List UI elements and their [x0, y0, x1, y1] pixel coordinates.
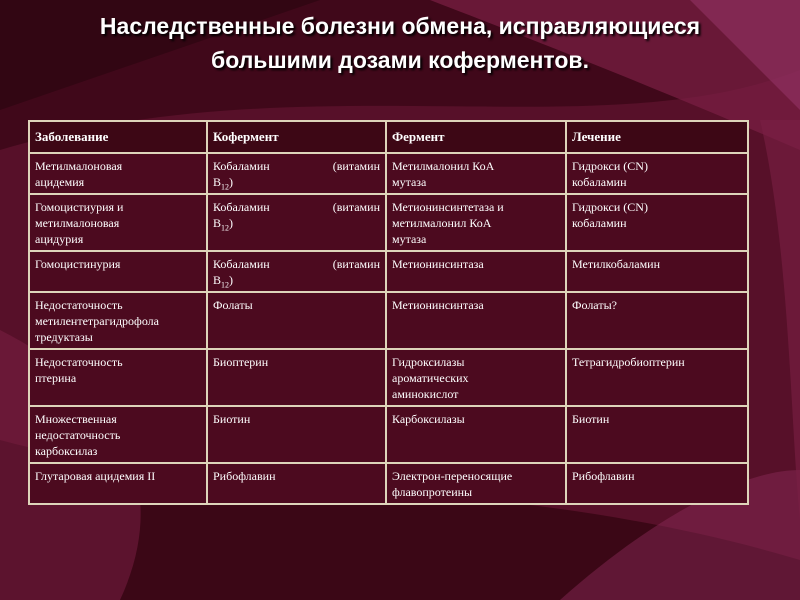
page-title [0, 0, 800, 77]
cell-enzyme: Метионинсинтетаза и метилмалонил КоА мутаза [386, 194, 566, 251]
coenzyme-diseases-table [28, 120, 749, 505]
table-row [29, 349, 748, 406]
cell-enzyme: Метилмалонил КоА мутаза [386, 153, 566, 194]
cell-enzyme: Карбоксилазы [386, 406, 566, 463]
header-coenzyme: Кофермент [207, 121, 386, 153]
cell-disease: Глутаровая ацидемия II [29, 463, 207, 504]
title-line-2: большими дозами коферментов. [211, 47, 589, 73]
header-treatment: Лечение [566, 121, 748, 153]
table-row [29, 463, 748, 504]
cell-enzyme: Электрон-переносящие флавопротеины [386, 463, 566, 504]
table-header-row [29, 121, 748, 153]
header-enzyme: Фермент [386, 121, 566, 153]
title-line-1: Наследственные болезни обмена, исправляющиеся [99, 13, 701, 39]
cell-coenzyme: Кобаламин (витамин $B_{12}$) [207, 153, 386, 194]
cell-enzyme: Метионинсинтаза [386, 251, 566, 292]
cell-treatment: Гидрокси (CN) кобаламин [566, 153, 748, 194]
cell-disease: Недостаточность метилентетрагидрофола тредуктазы [29, 292, 207, 349]
header-disease: Заболевание [29, 121, 207, 153]
cell-disease: Гомоцистинурия [29, 251, 207, 292]
cell-treatment: Биотин [566, 406, 748, 463]
cell-enzyme: Метионинсинтаза [386, 292, 566, 349]
table-row [29, 292, 748, 349]
cell-treatment: Тетрагидробиоптерин [566, 349, 748, 406]
table-row [29, 406, 748, 463]
cell-enzyme: Гидроксилазы ароматических аминокислот [386, 349, 566, 406]
cell-disease: Множественная недостаточность карбоксилаз [29, 406, 207, 463]
cell-disease: Недостаточность птерина [29, 349, 207, 406]
cell-coenzyme: Кобаламин (витамин $B_{12}$) [207, 194, 386, 251]
table-row [29, 251, 748, 292]
cell-coenzyme: Биоптерин [207, 349, 386, 406]
table-row [29, 194, 748, 251]
cell-disease: Гомоцистиурия и метилмалоновая ацидурия [29, 194, 207, 251]
cell-coenzyme: Биотин [207, 406, 386, 463]
cell-coenzyme: Фолаты [207, 292, 386, 349]
cell-treatment: Метилкобаламин [566, 251, 748, 292]
table-row [29, 153, 748, 194]
cell-disease: Метилмалоновая ацидемия [29, 153, 207, 194]
cell-treatment: Гидрокси (CN) кобаламин [566, 194, 748, 251]
cell-treatment: Рибофлавин [566, 463, 748, 504]
cell-treatment: Фолаты? [566, 292, 748, 349]
cell-coenzyme: Рибофлавин [207, 463, 386, 504]
cell-coenzyme: Кобаламин (витамин $B_{12}$) [207, 251, 386, 292]
